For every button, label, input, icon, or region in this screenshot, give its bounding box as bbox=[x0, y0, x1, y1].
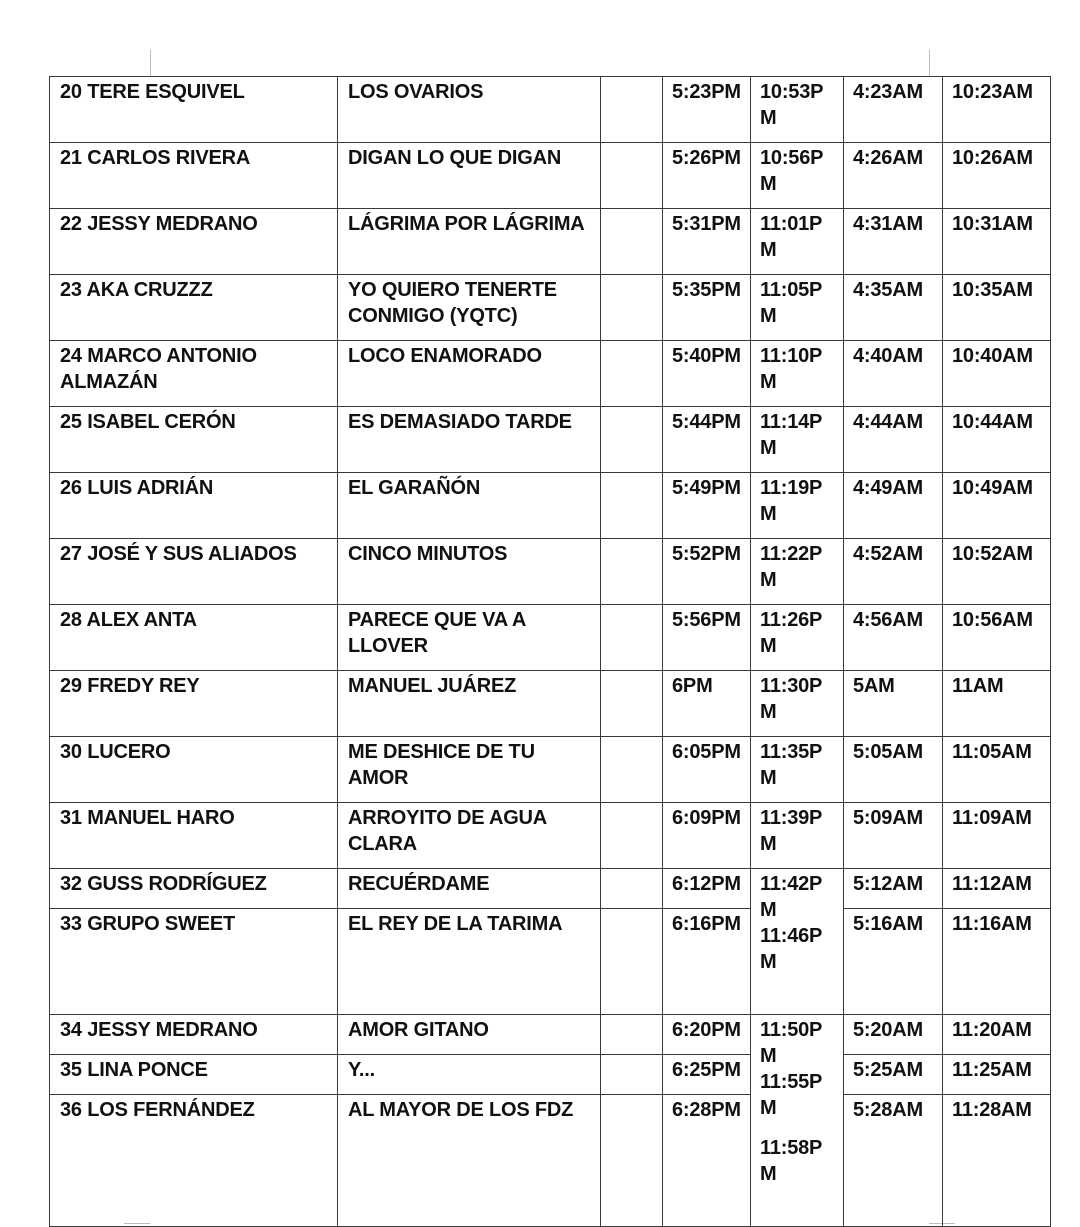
empty-cell bbox=[601, 341, 663, 407]
song-cell: DIGAN LO QUE DIGAN bbox=[338, 143, 601, 209]
time-value: 11:58PM bbox=[760, 1137, 823, 1185]
time-value: 11:55PM bbox=[760, 1071, 823, 1119]
time-cell-3: 4:44AM bbox=[844, 407, 943, 473]
time-cell-2: 10:53PM bbox=[751, 77, 844, 143]
table-row bbox=[50, 671, 1051, 737]
time-cell-2: 10:56PM bbox=[751, 143, 844, 209]
empty-cell bbox=[601, 539, 663, 605]
time-cell-4: 11:20AM bbox=[943, 1015, 1051, 1055]
artist-cell: 25 ISABEL CERÓN bbox=[50, 407, 338, 473]
song-cell: CINCO MINUTOS bbox=[338, 539, 601, 605]
time-cell-1: 6:28PM bbox=[663, 1095, 751, 1227]
time-cell-1: 5:56PM bbox=[663, 605, 751, 671]
time-cell-1: 5:35PM bbox=[663, 275, 751, 341]
time-cell-3: 4:49AM bbox=[844, 473, 943, 539]
time-cell-1: 6:16PM bbox=[663, 909, 751, 1015]
song-cell: RECUÉRDAME bbox=[338, 869, 601, 909]
empty-cell bbox=[601, 407, 663, 473]
artist-cell: 24 MARCO ANTONIO ALMAZÁN bbox=[50, 341, 338, 407]
time-cell-2-merged bbox=[751, 1015, 844, 1227]
song-cell: ARROYITO DE AGUA CLARA bbox=[338, 803, 601, 869]
empty-cell bbox=[601, 209, 663, 275]
time-cell-1: 5:52PM bbox=[663, 539, 751, 605]
time-cell-2: 11:39PM bbox=[751, 803, 844, 869]
artist-cell: 23 AKA CRUZZZ bbox=[50, 275, 338, 341]
empty-cell bbox=[601, 1015, 663, 1055]
artist-cell: 28 ALEX ANTA bbox=[50, 605, 338, 671]
song-cell: LÁGRIMA POR LÁGRIMA bbox=[338, 209, 601, 275]
time-cell-4: 10:31AM bbox=[943, 209, 1051, 275]
time-cell-1: 5:23PM bbox=[663, 77, 751, 143]
song-cell: EL REY DE LA TARIMA bbox=[338, 909, 601, 1015]
time-cell-2-merged bbox=[751, 869, 844, 1015]
song-cell: ES DEMASIADO TARDE bbox=[338, 407, 601, 473]
time-cell-3: 5:16AM bbox=[844, 909, 943, 1015]
time-cell-4: 11:09AM bbox=[943, 803, 1051, 869]
time-cell-3: 4:31AM bbox=[844, 209, 943, 275]
time-cell-3: 5:28AM bbox=[844, 1095, 943, 1227]
table-row bbox=[50, 143, 1051, 209]
artist-cell: 36 LOS FERNÁNDEZ bbox=[50, 1095, 338, 1227]
artist-cell: 30 LUCERO bbox=[50, 737, 338, 803]
time-cell-2: 11:10PM bbox=[751, 341, 844, 407]
artist-cell: 20 TERE ESQUIVEL bbox=[50, 77, 338, 143]
table-row bbox=[50, 407, 1051, 473]
time-cell-4: 11:05AM bbox=[943, 737, 1051, 803]
time-cell-2: 11:22PM bbox=[751, 539, 844, 605]
artist-cell: 21 CARLOS RIVERA bbox=[50, 143, 338, 209]
empty-cell bbox=[601, 275, 663, 341]
time-cell-4: 10:40AM bbox=[943, 341, 1051, 407]
time-cell-3: 4:23AM bbox=[844, 77, 943, 143]
time-cell-1: 5:31PM bbox=[663, 209, 751, 275]
table-row bbox=[50, 803, 1051, 869]
empty-cell bbox=[601, 869, 663, 909]
time-cell-1: 6PM bbox=[663, 671, 751, 737]
time-cell-2: 11:35PM bbox=[751, 737, 844, 803]
time-cell-3: 4:26AM bbox=[844, 143, 943, 209]
song-cell: LOCO ENAMORADO bbox=[338, 341, 601, 407]
time-cell-4: 11:28AM bbox=[943, 1095, 1051, 1227]
time-cell-4: 10:26AM bbox=[943, 143, 1051, 209]
table-row bbox=[50, 1055, 1051, 1095]
empty-cell bbox=[601, 1095, 663, 1227]
time-cell-3: 4:52AM bbox=[844, 539, 943, 605]
empty-cell bbox=[601, 737, 663, 803]
time-cell-4: 10:44AM bbox=[943, 407, 1051, 473]
time-cell-3: 4:56AM bbox=[844, 605, 943, 671]
song-cell: Y... bbox=[338, 1055, 601, 1095]
time-value: 11:50PM bbox=[760, 1019, 823, 1067]
crop-mark-top-right bbox=[929, 50, 930, 76]
artist-cell: 27 JOSÉ Y SUS ALIADOS bbox=[50, 539, 338, 605]
song-cell: MANUEL JUÁREZ bbox=[338, 671, 601, 737]
time-cell-2: 11:26PM bbox=[751, 605, 844, 671]
time-cell-2: 11:14PM bbox=[751, 407, 844, 473]
time-cell-4: 11AM bbox=[943, 671, 1051, 737]
time-cell-2: 11:30PM bbox=[751, 671, 844, 737]
time-cell-3: 4:40AM bbox=[844, 341, 943, 407]
song-cell: YO QUIERO TENERTE CONMIGO (YQTC) bbox=[338, 275, 601, 341]
artist-cell: 33 GRUPO SWEET bbox=[50, 909, 338, 1015]
time-cell-3: 4:35AM bbox=[844, 275, 943, 341]
song-cell: AMOR GITANO bbox=[338, 1015, 601, 1055]
table-row bbox=[50, 869, 1051, 909]
spacer bbox=[760, 1121, 837, 1135]
time-cell-3: 5:09AM bbox=[844, 803, 943, 869]
time-value: 11:46PM bbox=[760, 925, 823, 973]
time-cell-1: 6:20PM bbox=[663, 1015, 751, 1055]
table-row bbox=[50, 737, 1051, 803]
time-cell-1: 5:49PM bbox=[663, 473, 751, 539]
time-cell-4: 10:49AM bbox=[943, 473, 1051, 539]
table-row bbox=[50, 341, 1051, 407]
table-row bbox=[50, 539, 1051, 605]
time-cell-3: 5:12AM bbox=[844, 869, 943, 909]
time-cell-3: 5:20AM bbox=[844, 1015, 943, 1055]
time-cell-3: 5AM bbox=[844, 671, 943, 737]
time-cell-4: 10:52AM bbox=[943, 539, 1051, 605]
time-cell-4: 11:25AM bbox=[943, 1055, 1051, 1095]
table-row bbox=[50, 1015, 1051, 1055]
artist-cell: 26 LUIS ADRIÁN bbox=[50, 473, 338, 539]
empty-cell bbox=[601, 671, 663, 737]
song-cell: PARECE QUE VA A LLOVER bbox=[338, 605, 601, 671]
time-cell-1: 6:25PM bbox=[663, 1055, 751, 1095]
artist-cell: 34 JESSY MEDRANO bbox=[50, 1015, 338, 1055]
table-row bbox=[50, 909, 1051, 1015]
time-cell-4: 11:12AM bbox=[943, 869, 1051, 909]
song-cell: EL GARAÑÓN bbox=[338, 473, 601, 539]
time-cell-3: 5:25AM bbox=[844, 1055, 943, 1095]
table-row bbox=[50, 1095, 1051, 1227]
time-cell-4: 10:56AM bbox=[943, 605, 1051, 671]
song-cell: ME DESHICE DE TU AMOR bbox=[338, 737, 601, 803]
time-cell-4: 10:35AM bbox=[943, 275, 1051, 341]
artist-cell: 35 LINA PONCE bbox=[50, 1055, 338, 1095]
time-value: 11:42PM bbox=[760, 873, 823, 921]
time-cell-4: 11:16AM bbox=[943, 909, 1051, 1015]
table-row bbox=[50, 605, 1051, 671]
time-cell-3: 5:05AM bbox=[844, 737, 943, 803]
time-cell-1: 6:05PM bbox=[663, 737, 751, 803]
empty-cell bbox=[601, 473, 663, 539]
song-cell: AL MAYOR DE LOS FDZ bbox=[338, 1095, 601, 1227]
song-cell: LOS OVARIOS bbox=[338, 77, 601, 143]
time-cell-1: 6:09PM bbox=[663, 803, 751, 869]
table-row bbox=[50, 275, 1051, 341]
empty-cell bbox=[601, 605, 663, 671]
time-cell-1: 5:26PM bbox=[663, 143, 751, 209]
crop-mark-top-left bbox=[150, 50, 151, 76]
artist-cell: 22 JESSY MEDRANO bbox=[50, 209, 338, 275]
time-cell-4: 10:23AM bbox=[943, 77, 1051, 143]
schedule-table bbox=[49, 76, 1051, 1227]
empty-cell bbox=[601, 1055, 663, 1095]
table-row bbox=[50, 77, 1051, 143]
empty-cell bbox=[601, 803, 663, 869]
table-row bbox=[50, 473, 1051, 539]
time-cell-1: 5:40PM bbox=[663, 341, 751, 407]
time-cell-2: 11:19PM bbox=[751, 473, 844, 539]
time-cell-1: 5:44PM bbox=[663, 407, 751, 473]
artist-cell: 29 FREDY REY bbox=[50, 671, 338, 737]
artist-cell: 31 MANUEL HARO bbox=[50, 803, 338, 869]
empty-cell bbox=[601, 909, 663, 1015]
artist-cell: 32 GUSS RODRÍGUEZ bbox=[50, 869, 338, 909]
empty-cell bbox=[601, 143, 663, 209]
table-row bbox=[50, 209, 1051, 275]
time-cell-2: 11:05PM bbox=[751, 275, 844, 341]
time-cell-1: 6:12PM bbox=[663, 869, 751, 909]
empty-cell bbox=[601, 77, 663, 143]
time-cell-2: 11:01PM bbox=[751, 209, 844, 275]
